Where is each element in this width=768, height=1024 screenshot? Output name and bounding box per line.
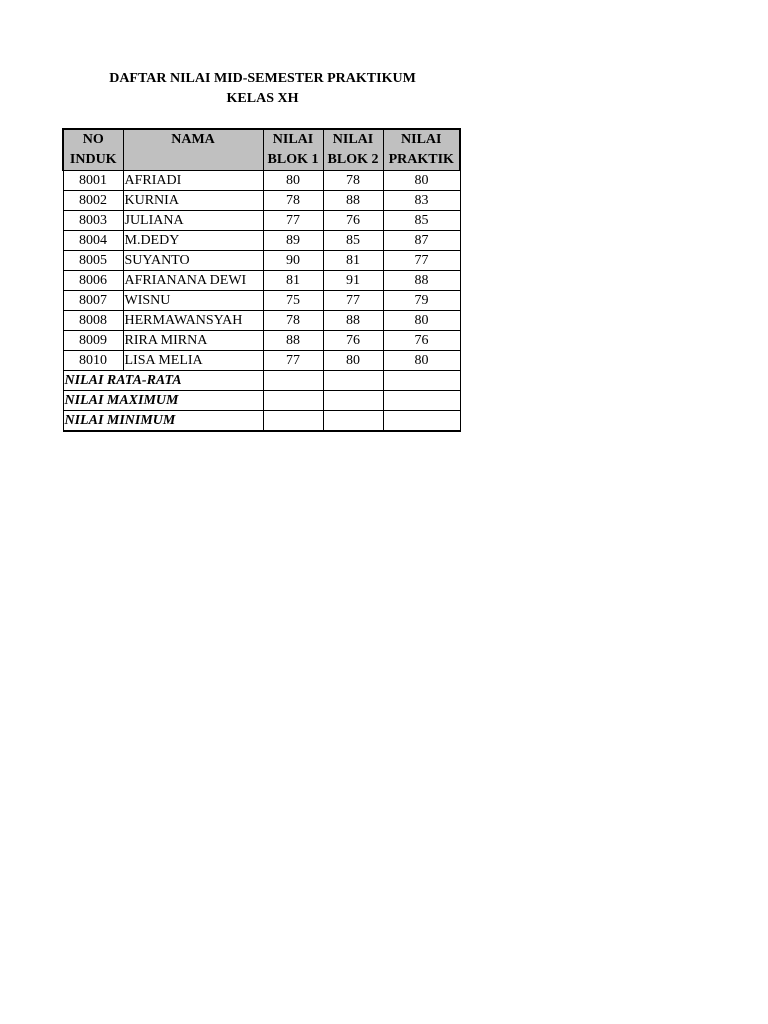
- table-row: [63, 191, 460, 211]
- summary-praktik-cell: [383, 371, 460, 391]
- nama-cell: AFRIANANA DEWI: [123, 271, 263, 291]
- grades-table: [62, 128, 461, 432]
- document-title: DAFTAR NILAI MID-SEMESTER PRAKTIKUM: [109, 71, 416, 86]
- summary-blok1-cell: [263, 411, 323, 432]
- blok2-cell: 88: [323, 311, 383, 331]
- blok1-cell: 80: [263, 171, 323, 191]
- blok1-cell: 77: [263, 351, 323, 371]
- summary-row-rata-rata: [63, 371, 460, 391]
- table-row: [63, 251, 460, 271]
- table-row: [63, 351, 460, 371]
- table-row: [63, 271, 460, 291]
- summary-label: NILAI RATA-RATA: [63, 371, 263, 391]
- blok1-cell: 81: [263, 271, 323, 291]
- blok2-cell: 76: [323, 331, 383, 351]
- blok2-cell: 76: [323, 211, 383, 231]
- no-induk-cell: 8004: [63, 231, 123, 251]
- blok1-cell: 77: [263, 211, 323, 231]
- summary-praktik-cell: [383, 391, 460, 411]
- blok2-cell: 85: [323, 231, 383, 251]
- header-no-induk: NO INDUK: [63, 129, 123, 171]
- praktik-cell: 77: [383, 251, 460, 271]
- nama-cell: SUYANTO: [123, 251, 263, 271]
- nama-cell: RIRA MIRNA: [123, 331, 263, 351]
- praktik-cell: 87: [383, 231, 460, 251]
- praktik-cell: 76: [383, 331, 460, 351]
- blok1-cell: 75: [263, 291, 323, 311]
- header-row: [63, 129, 460, 171]
- no-induk-cell: 8005: [63, 251, 123, 271]
- blok1-cell: 90: [263, 251, 323, 271]
- summary-row-maximum: [63, 391, 460, 411]
- document-subtitle: KELAS XH: [226, 91, 299, 106]
- header-nilai-blok-2: NILAI BLOK 2: [323, 129, 383, 171]
- blok2-cell: 81: [323, 251, 383, 271]
- table-row: [63, 211, 460, 231]
- table-row: [63, 231, 460, 251]
- blok2-cell: 77: [323, 291, 383, 311]
- table-row: [63, 171, 460, 191]
- blok2-cell: 80: [323, 351, 383, 371]
- nama-cell: JULIANA: [123, 211, 263, 231]
- nama-cell: WISNU: [123, 291, 263, 311]
- no-induk-cell: 8009: [63, 331, 123, 351]
- no-induk-cell: 8007: [63, 291, 123, 311]
- summary-blok2-cell: [323, 371, 383, 391]
- no-induk-cell: 8001: [63, 171, 123, 191]
- table-row: [63, 311, 460, 331]
- praktik-cell: 80: [383, 311, 460, 331]
- table-row: [63, 331, 460, 351]
- praktik-cell: 88: [383, 271, 460, 291]
- no-induk-cell: 8006: [63, 271, 123, 291]
- blok1-cell: 88: [263, 331, 323, 351]
- no-induk-cell: 8008: [63, 311, 123, 331]
- no-induk-cell: 8002: [63, 191, 123, 211]
- no-induk-cell: 8003: [63, 211, 123, 231]
- summary-blok1-cell: [263, 391, 323, 411]
- nama-cell: HERMAWANSYAH: [123, 311, 263, 331]
- header-nama: NAMA: [123, 129, 263, 171]
- table-row: [63, 291, 460, 311]
- blok2-cell: 91: [323, 271, 383, 291]
- summary-row-minimum: [63, 411, 460, 432]
- praktik-cell: 80: [383, 171, 460, 191]
- header-nilai-praktik: NILAI PRAKTIK: [383, 129, 460, 171]
- summary-blok2-cell: [323, 391, 383, 411]
- summary-blok1-cell: [263, 371, 323, 391]
- nama-cell: LISA MELIA: [123, 351, 263, 371]
- nama-cell: KURNIA: [123, 191, 263, 211]
- summary-blok2-cell: [323, 411, 383, 432]
- nama-cell: M.DEDY: [123, 231, 263, 251]
- blok1-cell: 78: [263, 191, 323, 211]
- praktik-cell: 79: [383, 291, 460, 311]
- summary-label: NILAI MINIMUM: [63, 411, 263, 432]
- praktik-cell: 83: [383, 191, 460, 211]
- blok1-cell: 89: [263, 231, 323, 251]
- blok2-cell: 78: [323, 171, 383, 191]
- summary-praktik-cell: [383, 411, 460, 432]
- praktik-cell: 80: [383, 351, 460, 371]
- summary-label: NILAI MAXIMUM: [63, 391, 263, 411]
- header-nilai-blok-1: NILAI BLOK 1: [263, 129, 323, 171]
- praktik-cell: 85: [383, 211, 460, 231]
- nama-cell: AFRIADI: [123, 171, 263, 191]
- blok2-cell: 88: [323, 191, 383, 211]
- blok1-cell: 78: [263, 311, 323, 331]
- no-induk-cell: 8010: [63, 351, 123, 371]
